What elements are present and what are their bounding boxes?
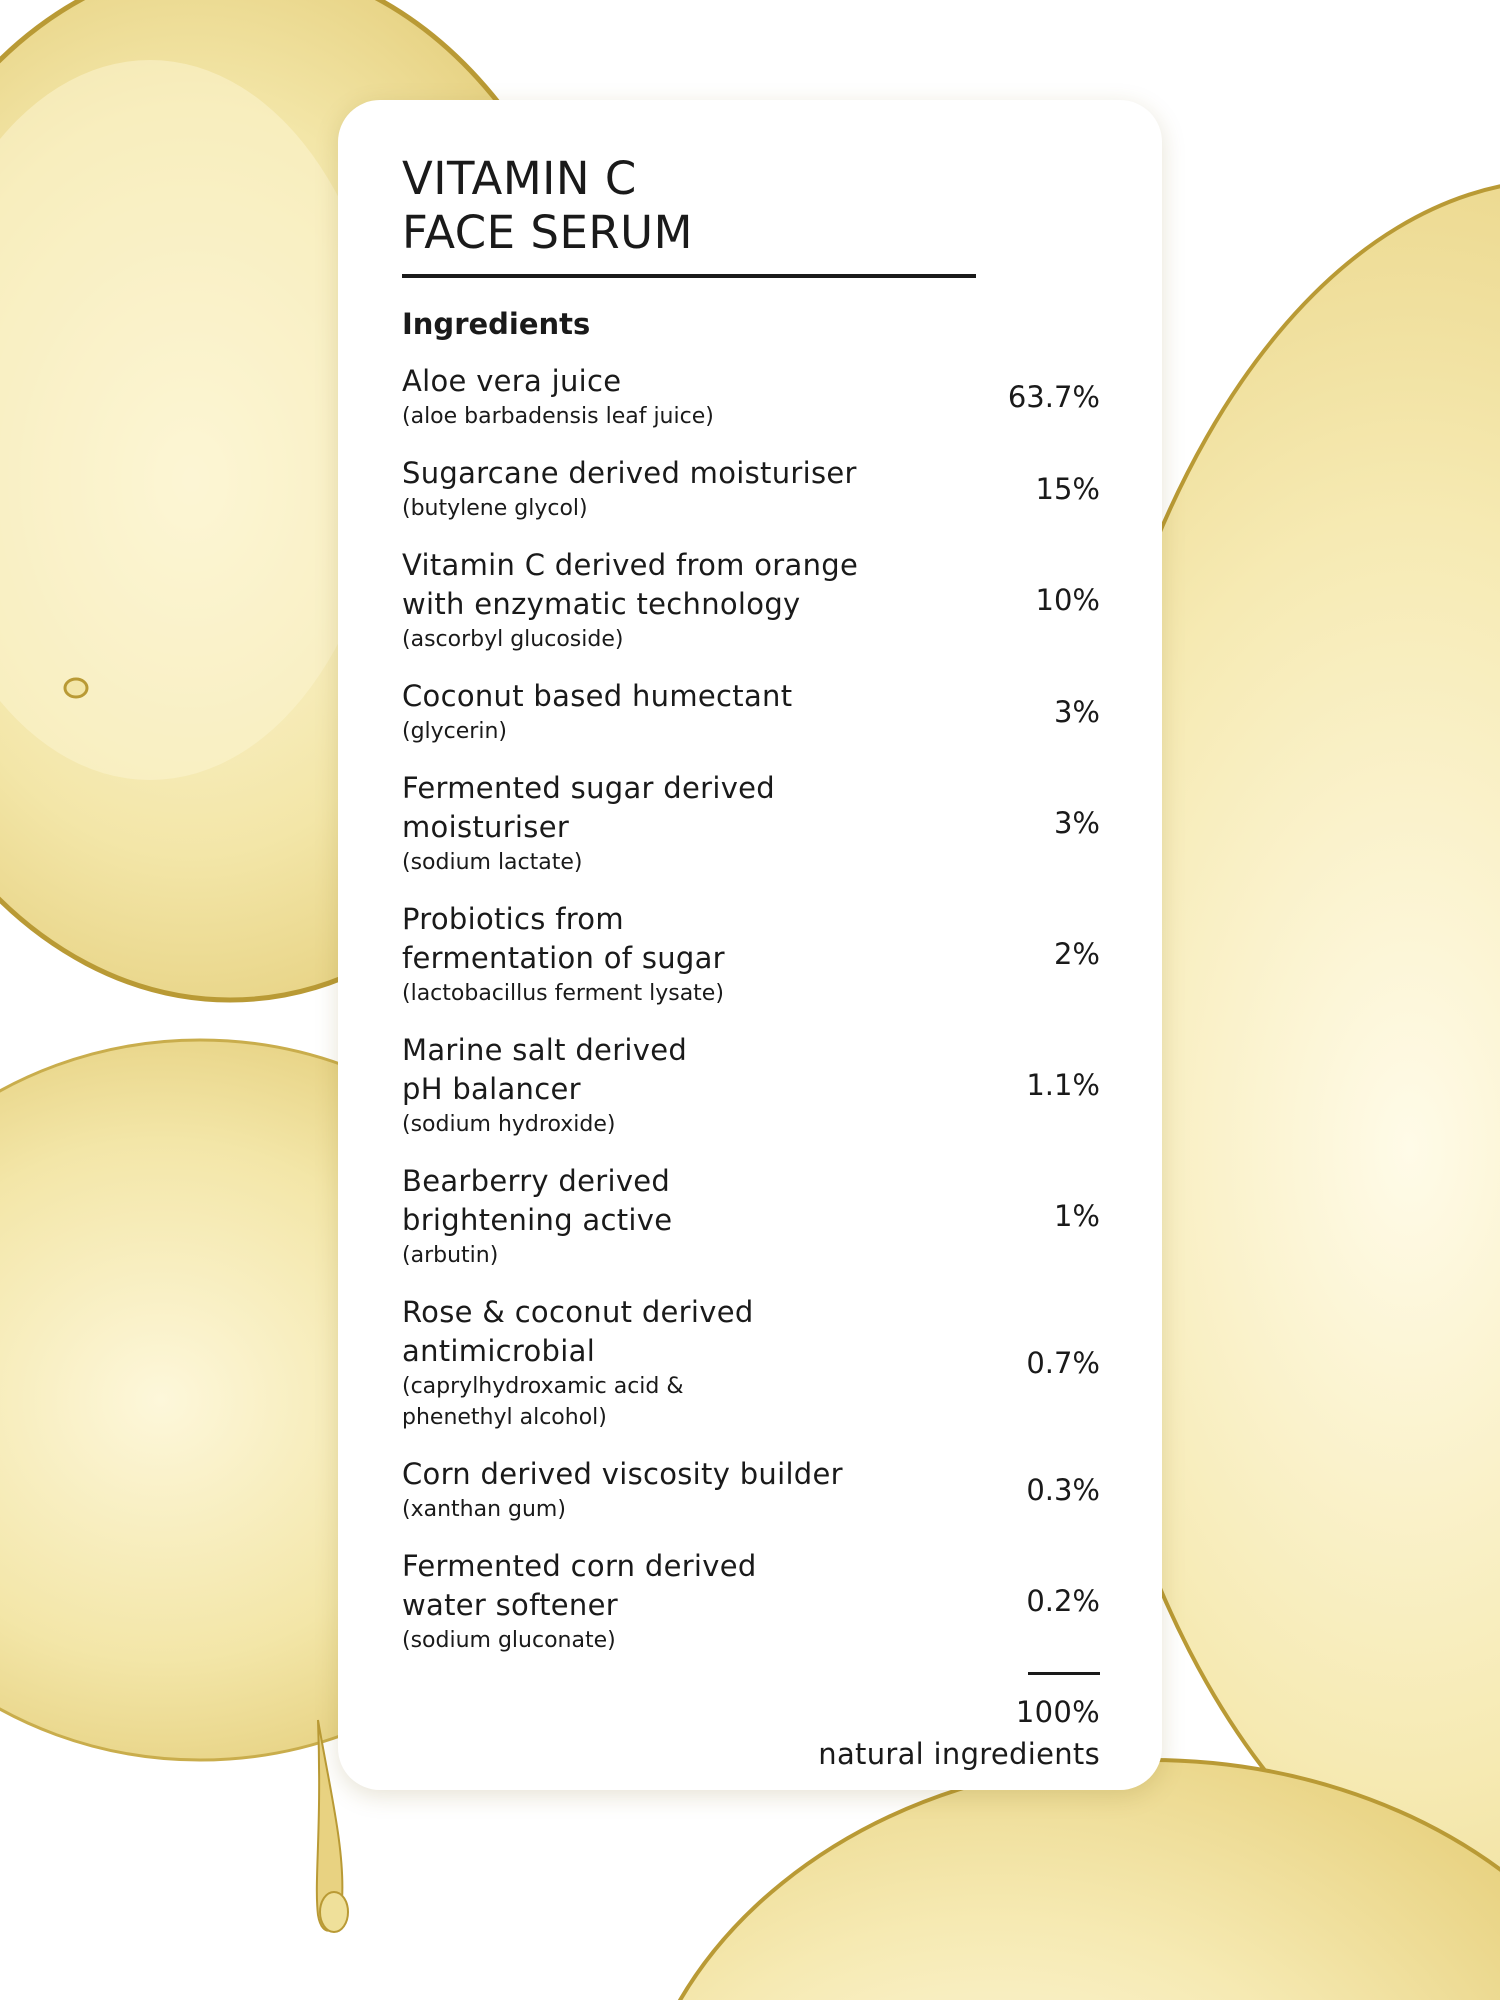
ingredient-percent: 15% — [1035, 471, 1100, 506]
ingredient-percent: 3% — [1053, 806, 1100, 840]
ingredient-name: Probiotics from — [402, 902, 624, 936]
ingredient-row — [402, 1547, 1100, 1656]
ingredient-percent: 0.2% — [1026, 1584, 1100, 1618]
ingredient-name: moisturiser — [402, 810, 570, 844]
ingredient-row — [402, 546, 1100, 655]
ingredient-text — [402, 769, 775, 878]
ingredient-name: Fermented corn derived — [402, 1549, 757, 1583]
ingredient-row — [402, 1455, 1100, 1525]
ingredient-name: antimicrobial — [402, 1334, 596, 1368]
ingredient-name: Aloe vera juice — [402, 364, 622, 398]
ingredient-name: Sugarcane derived moisturiser — [402, 456, 857, 490]
ingredient-text — [402, 362, 714, 432]
title-divider — [402, 274, 976, 278]
ingredient-inci-name: (butylene glycol) — [402, 496, 588, 521]
ingredient-inci-name: (glycerin) — [402, 719, 507, 744]
ingredient-text — [402, 1547, 757, 1656]
total-caption: natural ingredients — [818, 1737, 1100, 1771]
ingredient-inci-name: (ascorbyl glucoside) — [402, 627, 624, 652]
ingredient-name: Bearberry derived — [402, 1164, 671, 1198]
oil-bubble — [65, 679, 87, 697]
ingredients-card — [338, 100, 1162, 1790]
ingredient-percent: 0.7% — [1026, 1345, 1100, 1380]
ingredient-inci-name: (caprylhydroxamic acid & — [402, 1374, 684, 1399]
ingredient-name: water softener — [402, 1588, 618, 1622]
ingredient-percent: 1.1% — [1026, 1068, 1100, 1102]
ingredient-text — [402, 1455, 843, 1525]
ingredient-row — [402, 769, 1100, 878]
ingredients-heading: Ingredients — [402, 307, 591, 341]
total-block — [402, 1691, 1100, 1775]
product-title — [402, 152, 1100, 260]
ingredient-row — [402, 677, 1100, 747]
product-title-line: FACE SERUM — [402, 206, 693, 259]
ingredient-inci-name: (aloe barbadensis leaf juice) — [402, 404, 714, 429]
ingredient-name: Rose & coconut derived — [402, 1295, 754, 1329]
ingredient-row — [402, 362, 1100, 432]
total-divider — [1028, 1672, 1100, 1675]
ingredient-list — [402, 362, 1100, 1656]
ingredient-inci-name: (lactobacillus ferment lysate) — [402, 981, 724, 1006]
ingredient-inci-name: (sodium hydroxide) — [402, 1112, 616, 1137]
ingredient-row — [402, 454, 1100, 524]
ingredient-text — [402, 454, 857, 524]
ingredient-percent: 63.7% — [1007, 379, 1100, 414]
ingredient-name: pH balancer — [402, 1072, 581, 1106]
ingredient-row — [402, 1293, 1100, 1433]
ingredient-row — [402, 900, 1100, 1009]
ingredient-inci-name: (arbutin) — [402, 1243, 499, 1268]
ingredient-text — [402, 900, 725, 1009]
ingredient-percent: 3% — [1053, 694, 1100, 729]
ingredient-inci-name: (xanthan gum) — [402, 1497, 566, 1522]
ingredient-percent: 10% — [1035, 583, 1100, 617]
ingredient-row — [402, 1031, 1100, 1140]
ingredient-name: Coconut based humectant — [402, 679, 793, 713]
ingredient-text — [402, 1031, 687, 1140]
product-title-line: VITAMIN C — [402, 152, 637, 205]
ingredient-name: Fermented sugar derived — [402, 771, 776, 805]
ingredient-inci-name: (sodium lactate) — [402, 850, 583, 875]
ingredient-row — [402, 1162, 1100, 1271]
ingredient-inci-name: phenethyl alcohol) — [402, 1405, 607, 1430]
ingredient-percent: 2% — [1053, 937, 1100, 971]
ingredient-name: with enzymatic technology — [402, 587, 801, 621]
ingredient-text — [402, 677, 792, 747]
ingredient-text — [402, 1162, 672, 1271]
ingredient-text — [402, 546, 858, 655]
ingredient-name: Corn derived viscosity builder — [402, 1457, 843, 1491]
ingredient-percent: 1% — [1053, 1199, 1100, 1233]
ingredient-name: fermentation of sugar — [402, 941, 725, 975]
ingredient-text — [402, 1293, 754, 1433]
ingredient-name: brightening active — [402, 1203, 673, 1237]
ingredient-percent: 0.3% — [1026, 1472, 1100, 1507]
oil-drip-bead — [320, 1892, 348, 1932]
total-percent: 100% — [1015, 1695, 1100, 1729]
ingredient-name: Marine salt derived — [402, 1033, 688, 1067]
ingredient-inci-name: (sodium gluconate) — [402, 1628, 616, 1653]
ingredient-name: Vitamin C derived from orange — [402, 548, 859, 582]
